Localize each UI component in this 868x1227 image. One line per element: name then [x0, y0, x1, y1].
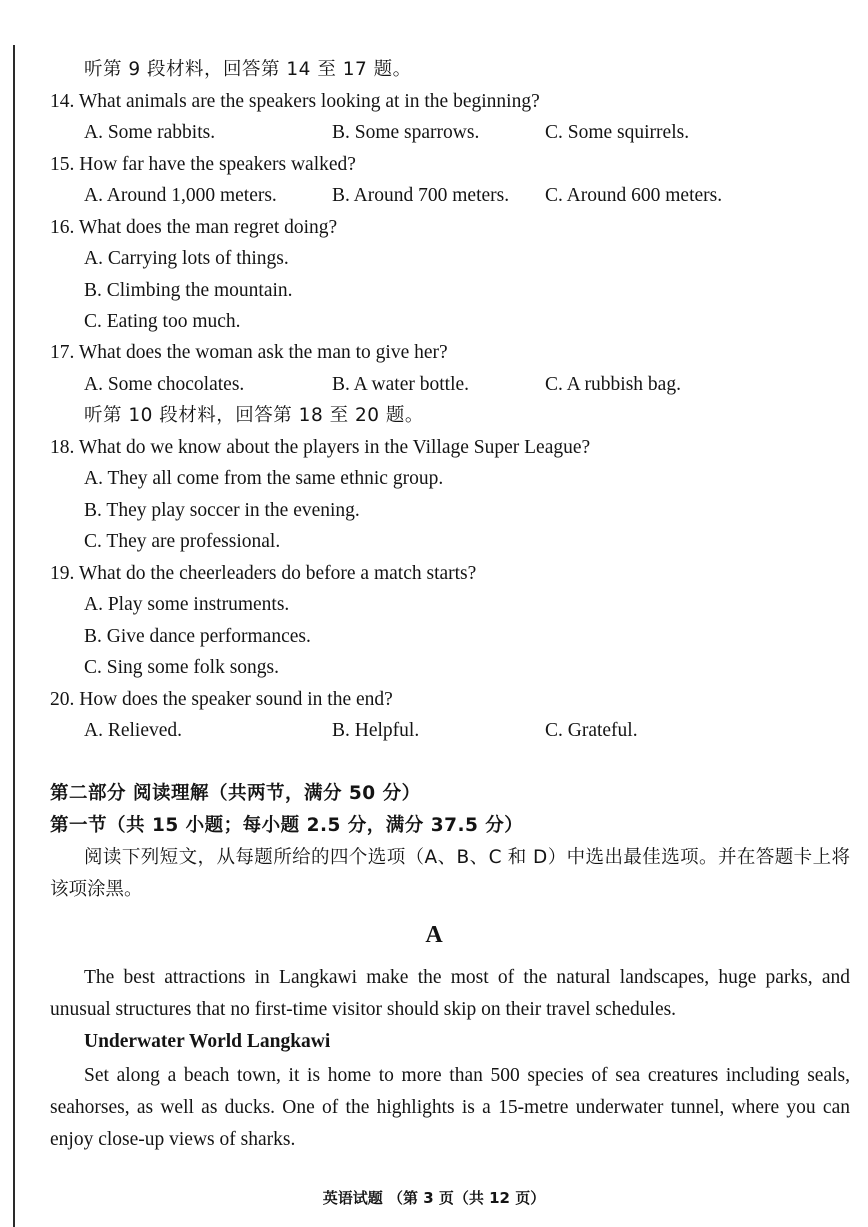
question-number: 20.: [50, 689, 75, 710]
page-footer: 英语试题 （第 3 页（共 12 页）: [322, 1189, 546, 1207]
question-number: 17.: [50, 342, 75, 363]
question-number: 18.: [50, 437, 75, 458]
question-number: 15.: [50, 154, 75, 175]
option-16b: B. Climbing the mountain.: [84, 280, 293, 301]
part-two-heading: 第二部分 阅读理解（共两节，满分 50 分）: [50, 783, 421, 804]
question-text: How does the speaker sound in the end?: [79, 689, 393, 710]
option-16a: A. Carrying lots of things.: [84, 248, 289, 269]
question-text: What does the woman ask the man to give her?: [78, 342, 448, 363]
question-text: What do the cheerleaders do before a match starts?: [78, 563, 477, 584]
option-17a: A. Some chocolates.: [84, 374, 245, 395]
option-20b: B. Helpful.: [332, 720, 420, 741]
question-number: 19.: [50, 563, 75, 584]
option-17b: B. A water bottle.: [332, 374, 470, 395]
question-text: How far have the speakers walked?: [79, 154, 356, 175]
option-15c: C. Around 600 meters.: [545, 185, 723, 206]
option-18a: A. They all come from the same ethnic group.: [84, 468, 444, 489]
option-20a: A. Relieved.: [84, 720, 183, 741]
passage-label: A: [425, 922, 443, 948]
question-text: What animals are the speakers looking at in the beginning?: [78, 91, 540, 112]
option-14b: B. Some sparrows.: [332, 122, 480, 143]
listening-section-10-intro: 听第 10 段材料，回答第 18 至 20 题。: [84, 405, 424, 426]
question-17: [50, 341, 448, 365]
question-16: [50, 216, 337, 240]
question-15: [50, 153, 356, 177]
passage-subheading: Underwater World Langkawi: [84, 1031, 331, 1052]
option-15a: A. Around 1,000 meters.: [84, 185, 277, 206]
option-20c: C. Grateful.: [545, 720, 638, 741]
question-14: [50, 90, 540, 114]
question-number: 16.: [50, 217, 75, 238]
section-one-heading: 第一节（共 15 小题；每小题 2.5 分，满分 37.5 分）: [50, 815, 524, 836]
question-number: 14.: [50, 91, 75, 112]
question-18: [50, 436, 590, 460]
page-binding-line: [13, 45, 15, 1227]
listening-section-9-intro: 听第 9 段材料，回答第 14 至 17 题。: [84, 59, 412, 80]
question-text: What does the man regret doing?: [78, 217, 338, 238]
option-18b: B. They play soccer in the evening.: [84, 500, 360, 521]
question-text: What do we know about the players in the Village Super League?: [78, 437, 591, 458]
option-17c: C. A rubbish bag.: [545, 374, 681, 395]
option-18c: C. They are professional.: [84, 531, 281, 552]
option-19c: C. Sing some folk songs.: [84, 657, 280, 678]
question-20: [50, 688, 393, 712]
option-19b: B. Give dance performances.: [84, 626, 311, 647]
option-14c: C. Some squirrels.: [545, 122, 690, 143]
passage-body: Set along a beach town, it is home to more than 500 species of sea creatures including seals, seahorses, as well as ducks. One of the highlights is a 15-metre underwater tunnel, where you can enjoy close-up views of sharks.: [50, 1065, 850, 1150]
option-16c: C. Eating too much.: [84, 311, 241, 332]
question-19: [50, 562, 476, 586]
passage-intro: The best attractions in Langkawi make the most of the natural landscapes, huge parks, and unusual structures that no first-time visitor should skip on their travel schedules.: [50, 967, 850, 1020]
reading-instructions: 阅读下列短文，从每题所给的四个选项（A、B、C 和 D）中选出最佳选项。并在答题卡上将该项涂黑。: [50, 847, 850, 900]
option-14a: A. Some rabbits.: [84, 122, 216, 143]
option-15b: B. Around 700 meters.: [332, 185, 510, 206]
option-19a: A. Play some instruments.: [84, 594, 290, 615]
